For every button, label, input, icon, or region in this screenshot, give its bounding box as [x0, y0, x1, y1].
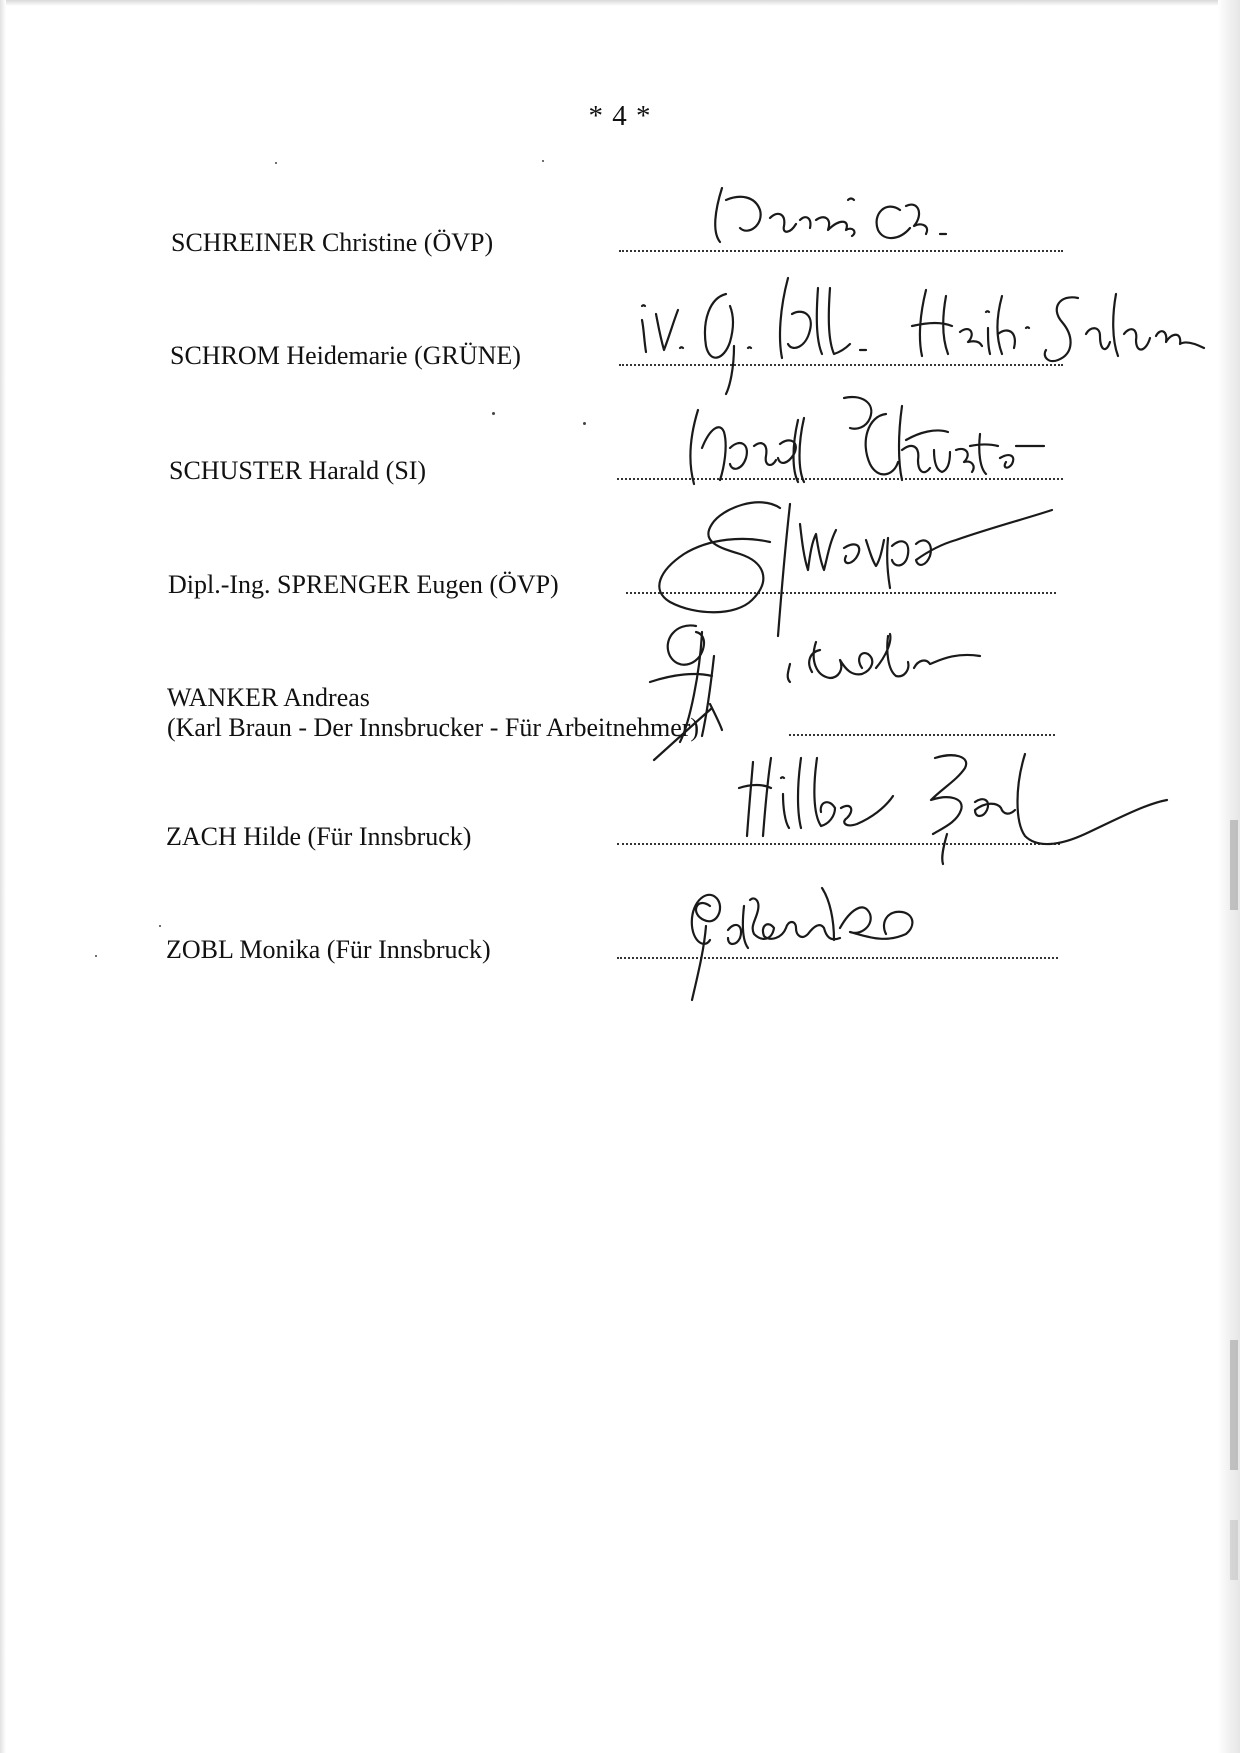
scan-streak [1230, 1340, 1238, 1470]
scan-speck [95, 955, 97, 957]
signature-schreiner [700, 170, 1020, 260]
scan-streak [1230, 820, 1238, 910]
signature-zach [735, 738, 1175, 868]
signatory-affiliation: (Karl Braun - Der Innsbrucker - Für Arbeitnehmer) [167, 713, 700, 742]
scan-speck [583, 422, 586, 425]
signatory-name: SCHROM Heidemarie (GRÜNE) [170, 341, 521, 370]
signatory-name-line1: WANKER Andreas [167, 683, 370, 712]
scan-speck [275, 162, 277, 164]
scan-speck [542, 160, 544, 162]
signatory-name: ZOBL Monika (Für Innsbruck) [166, 935, 491, 964]
scan-streak [1230, 1520, 1238, 1580]
signature-schuster [680, 388, 1100, 498]
scan-edge-top [0, 0, 1240, 6]
scan-edge-left [0, 0, 6, 1753]
signature-schrom [630, 268, 1210, 408]
signatory-name: ZACH Hilde (Für Innsbruck) [166, 822, 472, 851]
signatory-name [167, 683, 699, 743]
page-number: * 4 * [588, 100, 652, 132]
signatory-name: SCHUSTER Harald (SI) [169, 456, 427, 485]
signature-zobl [670, 870, 970, 1010]
scan-speck [492, 412, 495, 415]
scan-edge-right [1218, 0, 1240, 1753]
signatory-name: SCHREINER Christine (ÖVP) [171, 228, 494, 257]
scan-speck [159, 925, 161, 927]
signatory-name: Dipl.-Ing. SPRENGER Eugen (ÖVP) [168, 570, 559, 599]
